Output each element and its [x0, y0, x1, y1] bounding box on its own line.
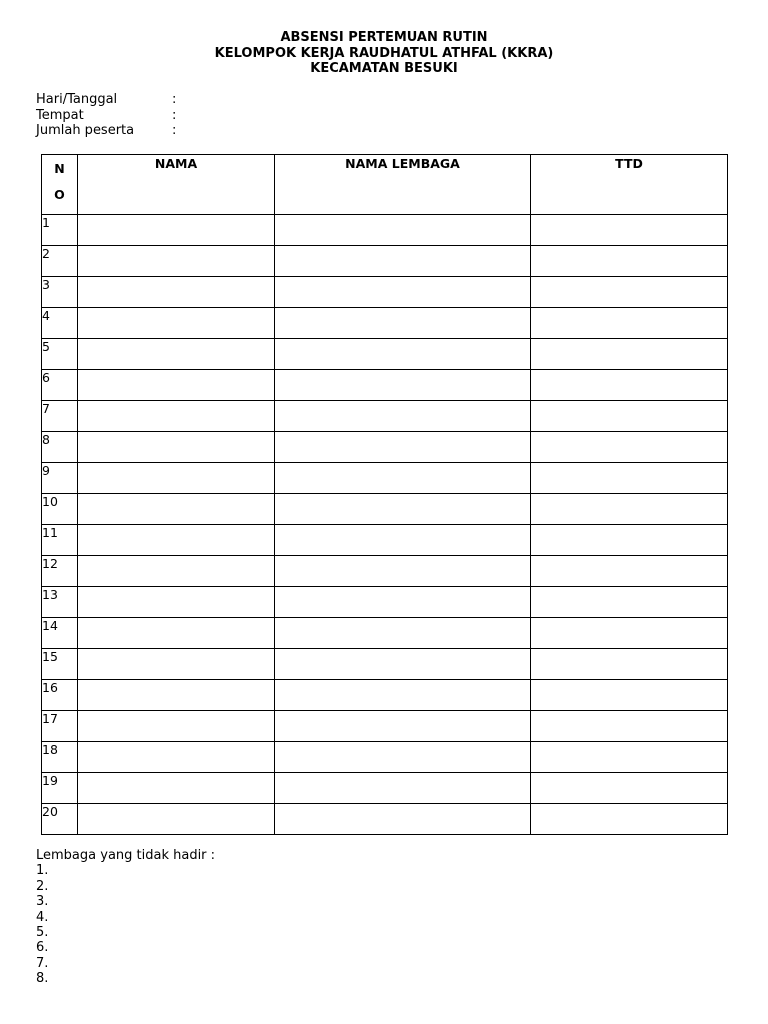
- table-row: [42, 711, 728, 742]
- cell-nama-lembaga[interactable]: [275, 370, 531, 401]
- cell-ttd[interactable]: [531, 649, 728, 680]
- cell-nama-lembaga[interactable]: [275, 649, 531, 680]
- cell-ttd[interactable]: [531, 215, 728, 246]
- absent-list: [36, 863, 215, 986]
- info-row-participants: [36, 123, 182, 139]
- cell-nama-lembaga[interactable]: [275, 711, 531, 742]
- row-number: 17: [42, 711, 78, 742]
- document-header: [0, 30, 768, 77]
- cell-nama[interactable]: [78, 308, 275, 339]
- cell-nama-lembaga[interactable]: [275, 277, 531, 308]
- table-row: [42, 618, 728, 649]
- cell-ttd[interactable]: [531, 742, 728, 773]
- info-colon: :: [172, 92, 177, 107]
- cell-nama-lembaga[interactable]: [275, 525, 531, 556]
- cell-nama[interactable]: [78, 370, 275, 401]
- header-district: KECAMATAN BESUKI: [310, 61, 458, 76]
- row-number: 13: [42, 587, 78, 618]
- cell-ttd[interactable]: [531, 711, 728, 742]
- cell-ttd[interactable]: [531, 804, 728, 835]
- header-subtitle: KELOMPOK KERJA RAUDHATUL ATHFAL (KKRA): [214, 45, 554, 61]
- table-row: [42, 339, 728, 370]
- cell-ttd[interactable]: [531, 556, 728, 587]
- absent-institutions: [36, 848, 215, 987]
- cell-nama[interactable]: [78, 339, 275, 370]
- column-header-ttd: TTD: [531, 155, 728, 215]
- info-label: Hari/Tanggal: [36, 92, 118, 107]
- cell-nama[interactable]: [78, 618, 275, 649]
- table-row: [42, 680, 728, 711]
- table-row: [42, 370, 728, 401]
- info-row-place: [36, 108, 182, 124]
- row-number: 5: [42, 339, 78, 370]
- cell-nama-lembaga[interactable]: [275, 804, 531, 835]
- table-row: [42, 587, 728, 618]
- cell-nama[interactable]: [78, 711, 275, 742]
- absent-title: Lembaga yang tidak hadir :: [36, 848, 216, 863]
- info-label: Jumlah peserta: [36, 123, 135, 138]
- cell-nama-lembaga[interactable]: [275, 339, 531, 370]
- cell-ttd[interactable]: [531, 587, 728, 618]
- cell-nama[interactable]: [78, 246, 275, 277]
- row-number: 20: [42, 804, 78, 835]
- table-row: [42, 494, 728, 525]
- column-header-nama-lembaga: NAMA LEMBAGA: [275, 155, 531, 215]
- attendance-table: [41, 154, 728, 835]
- absent-list-item: 3.: [36, 894, 49, 910]
- cell-nama[interactable]: [78, 401, 275, 432]
- info-row-date: [36, 92, 182, 108]
- cell-ttd[interactable]: [531, 339, 728, 370]
- table-row: [42, 401, 728, 432]
- row-number: 12: [42, 556, 78, 587]
- table-row: [42, 432, 728, 463]
- cell-ttd[interactable]: [531, 370, 728, 401]
- cell-nama-lembaga[interactable]: [275, 618, 531, 649]
- table-row: [42, 525, 728, 556]
- cell-nama[interactable]: [78, 556, 275, 587]
- table-row: [42, 463, 728, 494]
- column-header-no-line1: N: [54, 161, 65, 176]
- table-row: [42, 277, 728, 308]
- row-number: 7: [42, 401, 78, 432]
- cell-nama-lembaga[interactable]: [275, 463, 531, 494]
- absent-list-item: 4.: [36, 909, 49, 925]
- row-number: 4: [42, 308, 78, 339]
- cell-nama[interactable]: [78, 463, 275, 494]
- cell-ttd[interactable]: [531, 401, 728, 432]
- header-title: ABSENSI PERTEMUAN RUTIN: [280, 30, 488, 45]
- absent-list-item: 5.: [36, 925, 49, 941]
- cell-nama[interactable]: [78, 773, 275, 804]
- cell-nama[interactable]: [78, 525, 275, 556]
- info-colon: :: [172, 107, 177, 123]
- cell-nama[interactable]: [78, 804, 275, 835]
- cell-ttd[interactable]: [531, 494, 728, 525]
- cell-ttd[interactable]: [531, 618, 728, 649]
- row-number: 1: [42, 215, 78, 246]
- cell-nama-lembaga[interactable]: [275, 494, 531, 525]
- cell-nama-lembaga[interactable]: [275, 773, 531, 804]
- table-row: [42, 556, 728, 587]
- cell-nama[interactable]: [78, 742, 275, 773]
- cell-nama-lembaga[interactable]: [275, 680, 531, 711]
- row-number: 19: [42, 773, 78, 804]
- cell-ttd[interactable]: [531, 525, 728, 556]
- cell-ttd[interactable]: [531, 463, 728, 494]
- column-header-no-line2: O: [54, 187, 65, 202]
- cell-ttd[interactable]: [531, 773, 728, 804]
- info-colon: :: [172, 123, 177, 138]
- row-number: 14: [42, 618, 78, 649]
- cell-nama-lembaga[interactable]: [275, 587, 531, 618]
- cell-nama[interactable]: [78, 649, 275, 680]
- row-number: 8: [42, 432, 78, 463]
- cell-nama[interactable]: [78, 680, 275, 711]
- table-row: [42, 804, 728, 835]
- cell-nama-lembaga[interactable]: [275, 742, 531, 773]
- cell-ttd[interactable]: [531, 246, 728, 277]
- cell-nama[interactable]: [78, 277, 275, 308]
- cell-nama-lembaga[interactable]: [275, 556, 531, 587]
- absent-list-item: 8.: [36, 971, 49, 987]
- cell-nama[interactable]: [78, 215, 275, 246]
- column-header-nama: NAMA: [78, 155, 275, 215]
- table-row: [42, 773, 728, 804]
- cell-nama-lembaga[interactable]: [275, 246, 531, 277]
- cell-ttd[interactable]: [531, 308, 728, 339]
- cell-nama-lembaga[interactable]: [275, 308, 531, 339]
- absent-list-item: 6.: [36, 940, 49, 956]
- absent-list-item: 2.: [36, 878, 49, 894]
- row-number: 11: [42, 525, 78, 556]
- cell-nama-lembaga[interactable]: [275, 401, 531, 432]
- row-number: 18: [42, 742, 78, 773]
- cell-nama[interactable]: [78, 494, 275, 525]
- meeting-info: [36, 92, 182, 139]
- table-header-row: [42, 155, 728, 215]
- info-label: Tempat: [36, 107, 84, 123]
- absent-list-item: 7.: [36, 955, 49, 971]
- table-row: [42, 215, 728, 246]
- table-body: [42, 215, 728, 835]
- cell-ttd[interactable]: [531, 432, 728, 463]
- table-row: [42, 742, 728, 773]
- row-number: 6: [42, 370, 78, 401]
- cell-ttd[interactable]: [531, 680, 728, 711]
- row-number: 10: [42, 494, 78, 525]
- row-number: 2: [42, 246, 78, 277]
- table-row: [42, 246, 728, 277]
- absent-list-item: 1.: [36, 863, 49, 879]
- row-number: 15: [42, 649, 78, 680]
- table-row: [42, 308, 728, 339]
- row-number: 3: [42, 277, 78, 308]
- cell-nama[interactable]: [78, 587, 275, 618]
- column-header-no: [42, 155, 78, 215]
- table-row: [42, 649, 728, 680]
- cell-ttd[interactable]: [531, 277, 728, 308]
- cell-nama-lembaga[interactable]: [275, 215, 531, 246]
- row-number: 16: [42, 680, 78, 711]
- cell-nama[interactable]: [78, 432, 275, 463]
- cell-nama-lembaga[interactable]: [275, 432, 531, 463]
- row-number: 9: [42, 463, 78, 494]
